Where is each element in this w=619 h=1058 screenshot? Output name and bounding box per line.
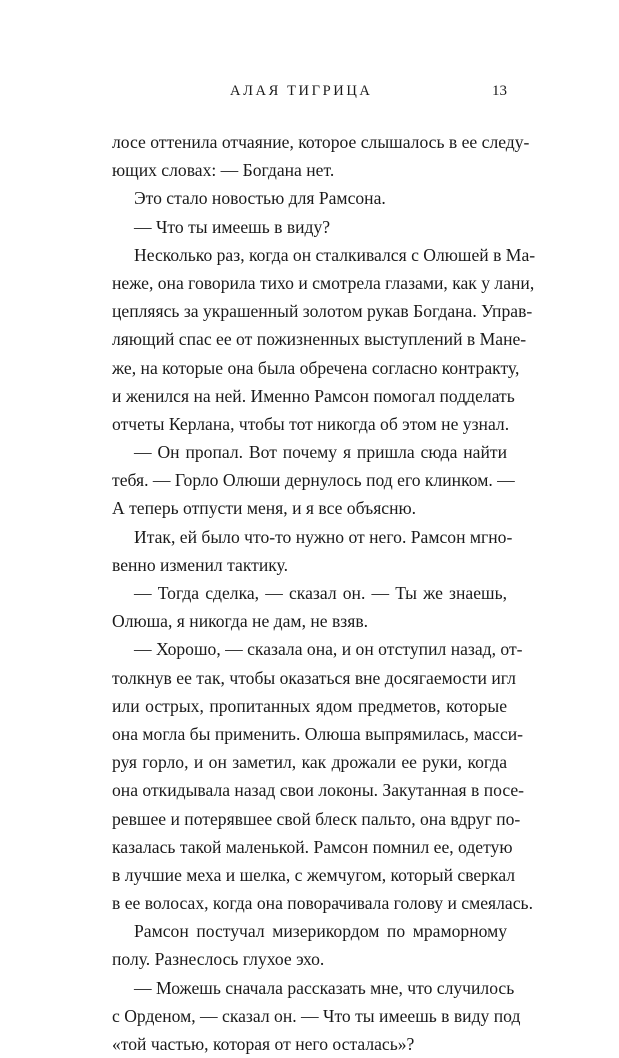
text-line: — Можешь сначала рассказать мне, что случилось	[134, 977, 515, 998]
text-line: в лучшие меха и шелка, с жемчугом, который сверкал	[112, 864, 516, 885]
text-line: венно изменил тактику.	[112, 554, 288, 575]
text-line: в ее волосах, когда она поворачивала голову и смеялась.	[112, 893, 533, 914]
text-line: она откидывала назад свои локоны. Закутанная в посе-	[112, 780, 525, 801]
text-line: А теперь отпусти меня, и я все объясню.	[112, 498, 417, 519]
text-line: или острых, пропитанных ядом предметов, которые	[112, 695, 507, 716]
text-line: лосе оттенила отчаяние, которое слышалось в ее следу-	[112, 132, 530, 152]
text-line: ющих словах: — Богдана нет.	[112, 160, 335, 181]
text-line: «той частью, которая от него осталась»?	[112, 1034, 415, 1054]
text-line: ляющий спас ее от пожизненных выступлений в Мане-	[112, 329, 527, 350]
text-line: отчеты Керлана, чтобы тот никогда об этом не узнал.	[112, 413, 510, 434]
text-line: Рамсон постучал мизерикордом по мраморному	[134, 921, 507, 942]
page-number: 13	[492, 83, 507, 99]
text-line: казалась такой маленькой. Рамсон помнил ее, одетую	[112, 836, 513, 857]
text-line: полу. Разнеслось глухое эхо.	[112, 949, 325, 970]
text-line: ревшее и потерявшее свой блеск пальто, она вдруг по-	[112, 808, 521, 829]
text-line: Это стало новостью для Рамсона.	[134, 188, 386, 209]
text-line: тебя. — Горло Олюши дернулось под его клинком. —	[112, 470, 515, 491]
text-line: она могла бы применить. Олюша выпрямилась, масси-	[112, 723, 524, 744]
body-text	[112, 128, 536, 1058]
running-header	[112, 80, 507, 102]
text-line: — Что ты имеешь в виду?	[134, 216, 331, 237]
text-line: — Он пропал. Вот почему я пришла сюда найти	[134, 442, 507, 463]
text-line: Итак, ей было что-то нужно от него. Рамсон мгно-	[134, 526, 513, 547]
text-line: с Орденом, — сказал он. — Что ты имеешь в виду под	[112, 1005, 521, 1026]
text-line: неже, она говорила тихо и смотрела глазами, как у лани,	[112, 272, 535, 293]
text-line: Несколько раз, когда он сталкивался с Олюшей в Ма-	[134, 244, 536, 265]
text-line: же, на которые она была обречена согласно контракту,	[112, 357, 520, 378]
text-line: цепляясь за украшенный золотом рукав Богдана. Управ-	[112, 301, 533, 322]
text-line: и женился на ней. Именно Рамсон помогал подделать	[112, 385, 515, 406]
text-line: — Хорошо, — сказала она, и он отступил назад, от-	[134, 639, 523, 660]
text-line: — Тогда сделка, — сказал он. — Ты же знаешь,	[134, 583, 507, 603]
running-title: АЛАЯ ТИГРИЦА	[230, 83, 373, 99]
text-line: толкнув ее так, чтобы оказаться вне досягаемости игл	[112, 667, 516, 688]
text-line: Олюша, я никогда не дам, не взяв.	[112, 611, 369, 632]
text-line: руя горло, и он заметил, как дрожали ее руки, когда	[112, 752, 507, 773]
